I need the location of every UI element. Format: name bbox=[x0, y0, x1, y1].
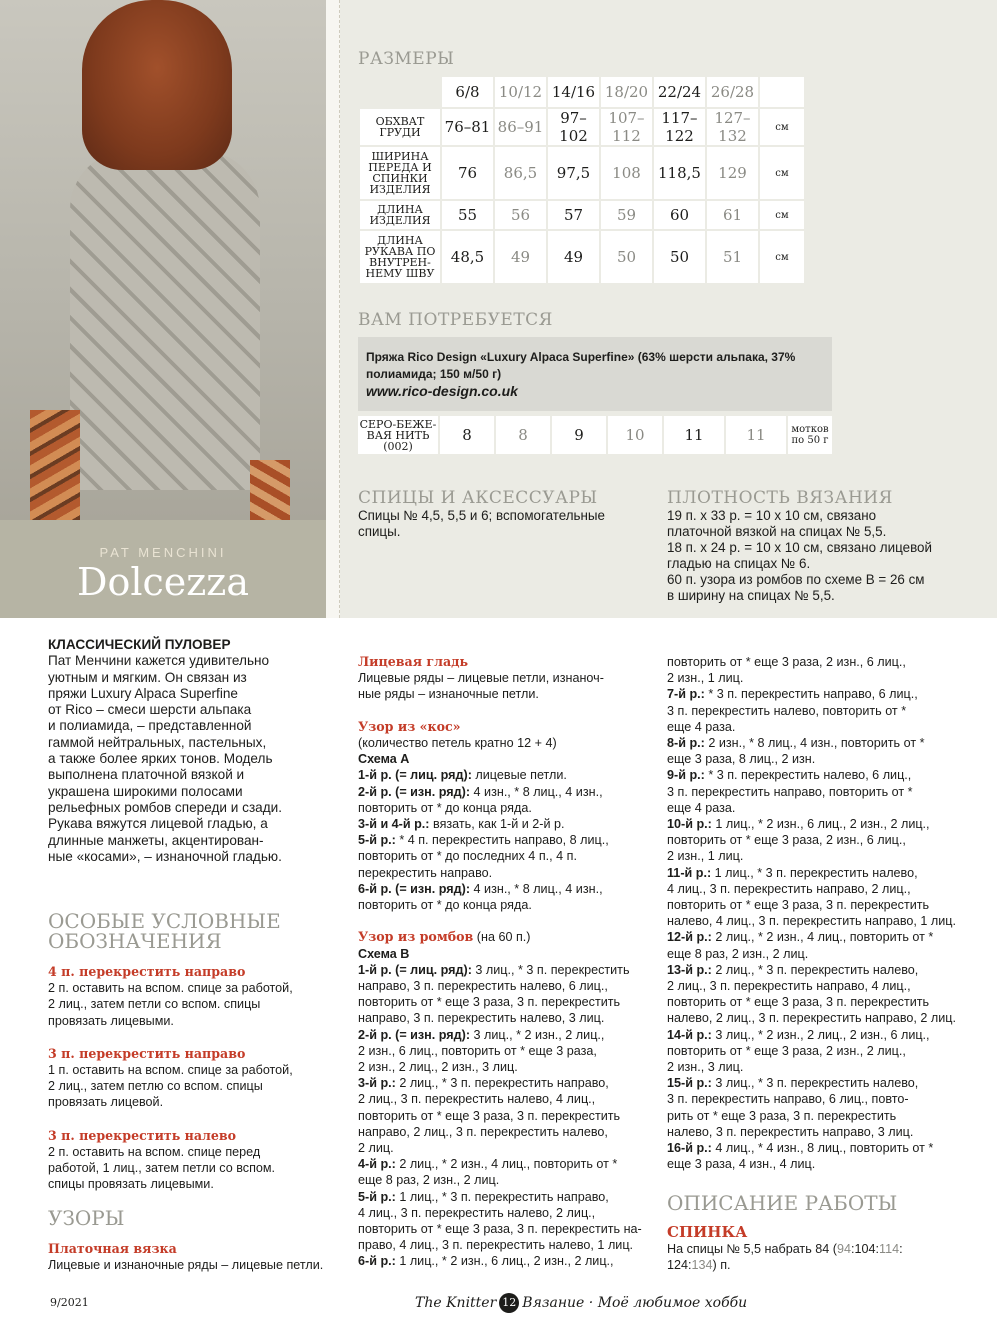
model-photo bbox=[0, 0, 326, 520]
instruction-line: 15-й р.: 3 лиц., * 3 п. перекрестить налево, bbox=[667, 1076, 919, 1091]
instruction-line: 1-й р. (= лиц. ряд): 3 лиц., * 3 п. перекрестить bbox=[358, 962, 630, 977]
instruction-line: направо, 2 лиц., 3 п. перекрестить налево, bbox=[358, 1124, 608, 1139]
symbol-title: 3 п. перекрестить направо bbox=[48, 1045, 246, 1061]
size-value: 129 bbox=[707, 147, 758, 199]
symbol-title: 4 п. перекрестить направо bbox=[48, 964, 246, 979]
instruction-line: 14-й р.: 3 лиц., * 2 изн., 2 лиц., 2 изн., 6 лиц., bbox=[667, 1027, 930, 1042]
pattern-title: Dolcezza bbox=[77, 560, 249, 604]
instruction-line: 3-й р.: 2 лиц., * 3 п. перекрестить направо, bbox=[358, 1076, 609, 1091]
size-value: 57 bbox=[548, 201, 599, 229]
intro-line: украшена широкими полосами bbox=[48, 783, 243, 799]
yarn-unit: мотков по 50 г bbox=[788, 416, 832, 454]
symbol-line: 1 п. оставить на вспом. спице за работой, bbox=[48, 1063, 293, 1078]
intro-text bbox=[48, 637, 328, 865]
symbol-title: 3 п. перекрестить налево bbox=[48, 1127, 237, 1143]
symbol-line: 2 лиц., затем петлю со вспом. спицы bbox=[48, 1079, 263, 1094]
intro-line: пряжи Luxury Alpaca Superfine bbox=[48, 685, 238, 701]
instruction-line: 5-й р.: * 4 п. перекрестить направо, 8 лиц., bbox=[358, 833, 609, 848]
instruction-line: повторить от * еще 3 раза, 2 изн., 6 лиц., bbox=[667, 655, 906, 669]
instruction-line: 2 лиц., 3 п. перекрестить налево, 4 лиц., bbox=[358, 1092, 596, 1107]
intro-line: а также более ярких тонов. Модель bbox=[48, 751, 273, 767]
size-value: 48,5 bbox=[442, 231, 493, 283]
instruction-line: 1-й р. (= лиц. ряд): лицевые петли. bbox=[358, 768, 567, 783]
intro-line: Рукава вяжутся лицевой гладью, а bbox=[48, 816, 268, 832]
instruction-line: 2-й р. (= изн. ряд): 4 изн., * 8 лиц., 4 изн., bbox=[358, 784, 603, 799]
instruction-line: 2 изн., 1 лиц. bbox=[667, 849, 744, 864]
instruction-line: направо, 3 п. перекрестить налево, 3 лиц. bbox=[358, 1011, 605, 1026]
size-value: 59 bbox=[601, 201, 652, 229]
yarn-color-label: СЕРО-БЕЖЕ-ВАЯ НИТЬ (002) bbox=[359, 417, 437, 453]
symbols-list bbox=[48, 964, 338, 1209]
instruction-line: повторить от * до конца ряда. bbox=[358, 898, 532, 913]
size-unit: см bbox=[760, 201, 804, 229]
size-header-unit bbox=[760, 77, 804, 107]
instruction-line: 2 изн., 1 лиц. bbox=[667, 671, 744, 686]
size-row-label: ОБХВАТ ГРУДИ bbox=[360, 109, 440, 145]
size-header: 14/16 bbox=[548, 77, 599, 107]
size-value: 55 bbox=[442, 201, 493, 229]
instruction-line: 11-й р.: 1 лиц., * 3 п. перекрестить налево, bbox=[667, 865, 918, 880]
size-value: 50 bbox=[654, 231, 705, 283]
instruction-line: Лицевая гладь bbox=[358, 654, 469, 669]
instruction-line: 13-й р.: 2 лиц., * 3 п. перекрестить налево, bbox=[667, 962, 919, 977]
instruction-line: еще 8 раз, 2 изн., 2 лиц. bbox=[358, 1173, 500, 1188]
symbol-item bbox=[48, 1046, 338, 1111]
size-value: 56 bbox=[495, 201, 546, 229]
instruction-line: повторить от * еще 3 раза, 2 изн., 2 лиц., bbox=[667, 1043, 906, 1058]
intro-heading: КЛАССИЧЕСКИЙ ПУЛОВЕР bbox=[48, 637, 231, 652]
instruction-line: 4-й р.: 2 лиц., * 2 изн., 4 лиц., повторить от * bbox=[358, 1157, 618, 1172]
instruction-line: еще 8 раз, 2 изн., 2 лиц. bbox=[667, 946, 809, 961]
gauge-line: 60 п. узора из ромбов по схеме В = 26 см bbox=[667, 572, 925, 587]
size-value: 97–102 bbox=[548, 109, 599, 145]
symbol-line: работой, 1 лиц., затем петли со вспом. bbox=[48, 1161, 276, 1176]
instruction-line: повторить от * еще 3 раза, 3 п. перекрестить bbox=[667, 898, 930, 913]
gauge-line: 19 п. х 33 р. = 10 х 10 см, связано bbox=[667, 508, 877, 523]
symbol-line: спицы провязать лицевыми. bbox=[48, 1177, 214, 1192]
instruction-line: 3-й и 4-й р.: вязать, как 1-й и 2-й р. bbox=[358, 817, 565, 832]
yarn-amount: 11 bbox=[726, 416, 786, 454]
size-value: 97,5 bbox=[548, 147, 599, 199]
symbol-line: 2 п. оставить на вспом. спице за работой, bbox=[48, 981, 293, 996]
size-value: 49 bbox=[548, 231, 599, 283]
instruction-line: рить от * еще 3 раза, 3 п. перекрестить bbox=[667, 1108, 897, 1123]
intro-line: от Rico – смеси шерсти альпака bbox=[48, 702, 252, 718]
size-unit: см bbox=[760, 147, 804, 199]
instruction-line: еще 4 раза. bbox=[667, 800, 736, 815]
size-header: 26/28 bbox=[707, 77, 758, 107]
intro-line: выполнена платочной вязкой и bbox=[48, 767, 245, 783]
symbol-item bbox=[48, 964, 338, 1029]
yarn-amount: 11 bbox=[664, 416, 724, 454]
size-header: 18/20 bbox=[601, 77, 652, 107]
issue-number: 9/2021 bbox=[50, 1296, 89, 1309]
instruction-line: Схема А bbox=[358, 752, 410, 767]
size-value: 117–122 bbox=[654, 109, 705, 145]
size-value: 50 bbox=[601, 231, 652, 283]
symbols-heading-2: ОБОЗНАЧЕНИЯ bbox=[48, 929, 222, 953]
size-unit: см bbox=[760, 109, 804, 145]
size-value: 127–132 bbox=[707, 109, 758, 145]
back-title: СПИНКА bbox=[667, 1223, 748, 1241]
symbol-line: провязать лицевыми. bbox=[48, 1013, 174, 1028]
instruction-line: 16-й р.: 4 лиц., * 4 изн., 8 лиц., повторить от * bbox=[667, 1141, 934, 1156]
instruction-line: 8-й р.: 2 изн., * 8 лиц., 4 изн., повторить от * bbox=[667, 736, 925, 751]
yarn-amount: 10 bbox=[608, 416, 662, 454]
instruction-line: 2-й р. (= изн. ряд): 3 лиц., * 2 изн., 2 лиц., bbox=[358, 1027, 605, 1042]
footer-magazine: The Knitter 12 Вязание · Моё любимое хобби bbox=[415, 1295, 748, 1311]
instruction-line: повторить от * еще 3 раза, 2 изн., 6 лиц., bbox=[667, 833, 906, 848]
yarn-box bbox=[358, 337, 832, 411]
size-value: 107–112 bbox=[601, 109, 652, 145]
page-spine bbox=[326, 0, 340, 618]
instruction-line: направо, 3 п. перекрестить налево, 6 лиц., bbox=[358, 979, 608, 994]
needles-text: Спицы № 4,5, 5,5 и 6; вспомогательные спицы. bbox=[358, 508, 605, 539]
instruction-line: повторить от * еще 3 раза, 3 п. перекрестить bbox=[358, 1108, 621, 1123]
gauge-text bbox=[667, 508, 987, 604]
instruction-line: 3 п. перекрестить направо, повторить от * bbox=[667, 784, 913, 799]
gauge-line: гладью на спицах № 6. bbox=[667, 556, 811, 571]
garter-title: Платочная вязка bbox=[48, 1241, 177, 1256]
size-value: 51 bbox=[707, 231, 758, 283]
work-heading: ОПИСАНИЕ РАБОТЫ bbox=[667, 1191, 898, 1215]
author-name: PAT MENCHINI bbox=[99, 545, 227, 560]
intro-line: длинные манжеты, акцентирован- bbox=[48, 832, 264, 848]
symbol-line: 2 п. оставить на вспом. спице перед bbox=[48, 1144, 261, 1159]
gauge-line: 18 п. х 24 р. = 10 х 10 см, связано лицевой bbox=[667, 540, 932, 555]
instruction-line: Лицевые ряды – лицевые петли, изнаноч- bbox=[358, 671, 604, 686]
yarn-amount: 9 bbox=[552, 416, 606, 454]
instruction-line: 2 изн., 3 лиц. bbox=[667, 1060, 744, 1075]
instruction-line: 2 лиц., 3 п. перекрестить направо, 4 лиц., bbox=[667, 979, 911, 994]
instruction-line: 9-й р.: * 3 п. перекрестить налево, 6 лиц., bbox=[667, 768, 912, 783]
gauge-line: платочной вязкой на спицах № 5,5. bbox=[667, 524, 887, 539]
size-unit: см bbox=[760, 231, 804, 283]
instruction-line: налево, 4 лиц., 3 п. перекрестить направо, 1 лиц. bbox=[667, 914, 956, 929]
size-row-label: ДЛИНА ИЗДЕЛИЯ bbox=[360, 201, 440, 229]
size-header: 10/12 bbox=[495, 77, 546, 107]
instruction-line: 12-й р.: 2 лиц., * 2 изн., 4 лиц., повторить от * bbox=[667, 930, 934, 945]
instruction-line: 4 лиц., 3 п. перекрестить налево, 2 лиц., bbox=[358, 1205, 596, 1220]
size-header: 22/24 bbox=[654, 77, 705, 107]
instruction-line: повторить от * еще 3 раза, 3 п. перекрестить на- bbox=[358, 1222, 642, 1237]
size-value: 118,5 bbox=[654, 147, 705, 199]
patterns-heading: УЗОРЫ bbox=[48, 1206, 125, 1230]
needles-heading: СПИЦЫ И АКСЕССУАРЫ bbox=[358, 488, 598, 508]
instruction-line: Узор из «кос» bbox=[358, 718, 461, 734]
page-number: 12 bbox=[499, 1293, 519, 1313]
yarn-url[interactable]: www.rico-design.co.uk bbox=[366, 383, 518, 399]
size-value: 86,5 bbox=[495, 147, 546, 199]
intro-line: Пат Менчини кажется удивительно bbox=[48, 653, 270, 669]
yarn-description: Пряжа Rico Design «Luxury Alpaca Superfine» (63% шерсти альпака, 37% полиамида; 150 м/50 г) bbox=[366, 350, 796, 381]
instruction-line: налево, 2 лиц., 3 п. перекрестить направо, 2 лиц. bbox=[667, 1011, 956, 1026]
instruction-line: 3 п. перекрестить налево, повторить от * bbox=[667, 703, 907, 718]
yarn-amount-table bbox=[356, 414, 834, 456]
materials-heading: ВАМ ПОТРЕБУЕТСЯ bbox=[358, 310, 553, 330]
instruction-line: 6-й р. (= изн. ряд): 4 изн., * 8 лиц., 4 изн., bbox=[358, 881, 603, 896]
intro-line: и полиамида, – представленной bbox=[48, 718, 252, 734]
instruction-line: Узор из ромбов (на 60 п.) bbox=[358, 929, 531, 945]
instruction-line: 7-й р.: * 3 п. перекрестить направо, 6 лиц., bbox=[667, 687, 918, 702]
instruction-line: перекрестить направо. bbox=[358, 865, 493, 880]
size-value: 76–81 bbox=[442, 109, 493, 145]
column-3-instructions bbox=[667, 654, 987, 1173]
size-row-label: ШИРИНА ПЕРЕДА И СПИНКИ ИЗДЕЛИЯ bbox=[360, 147, 440, 199]
instruction-line: 6-й р.: 1 лиц., * 2 изн., 6 лиц., 2 изн., 2 лиц., bbox=[358, 1254, 614, 1269]
size-value: 49 bbox=[495, 231, 546, 283]
instruction-line: 2 изн., 2 лиц., 2 изн., 3 лиц. bbox=[358, 1060, 518, 1075]
instruction-line: 2 изн., 6 лиц., повторить от * еще 3 раза, bbox=[358, 1043, 597, 1058]
instruction-line: (количество петель кратно 12 + 4) bbox=[358, 736, 557, 750]
size-value: 108 bbox=[601, 147, 652, 199]
size-row-label: ДЛИНА РУКАВА ПО ВНУТРЕН-НЕМУ ШВУ bbox=[360, 231, 440, 283]
symbol-line: 2 лиц., затем петли со вспом. спицы bbox=[48, 997, 261, 1012]
spacer bbox=[358, 913, 658, 929]
instruction-line: повторить от * еще 3 раза, 3 п. перекрестить bbox=[358, 995, 621, 1010]
garter-text: Лицевые и изнаночные ряды – лицевые петли. bbox=[48, 1258, 324, 1272]
gauge-line: в ширину на спицах № 5,5. bbox=[667, 588, 835, 603]
column-2-instructions bbox=[358, 654, 658, 1270]
instruction-line: 2 лиц. bbox=[358, 1141, 394, 1156]
instruction-line: право, 4 лиц., 3 п. перекрестить налево, 1 лиц. bbox=[358, 1238, 634, 1253]
size-value: 60 bbox=[654, 201, 705, 229]
size-header: 6/8 bbox=[442, 77, 493, 107]
intro-line: рельефных ромбов спереди и сзади. bbox=[48, 799, 283, 815]
instruction-line: 3 п. перекрестить направо, 6 лиц., повто- bbox=[667, 1092, 909, 1107]
instruction-line: 10-й р.: 1 лиц., * 2 изн., 6 лиц., 2 изн., 2 лиц., bbox=[667, 817, 930, 832]
instruction-line: налево, 3 п. перекрестить направо, 3 лиц. bbox=[667, 1124, 914, 1139]
instruction-line: 5-й р.: 1 лиц., * 3 п. перекрестить направо, bbox=[358, 1189, 609, 1204]
size-value: 61 bbox=[707, 201, 758, 229]
size-value: 76 bbox=[442, 147, 493, 199]
symbol-line: провязать лицевой. bbox=[48, 1095, 164, 1110]
yarn-amount: 8 bbox=[440, 416, 494, 454]
back-text: На спицы № 5,5 набрать 84 (94:104:114: 124:134) п. bbox=[667, 1242, 903, 1273]
gauge-heading: ПЛОТНОСТЬ ВЯЗАНИЯ bbox=[667, 488, 893, 508]
symbols-heading-1: ОСОБЫЕ УСЛОВНЫЕ bbox=[48, 909, 281, 933]
intro-line: уютным и мягким. Он связан из bbox=[48, 669, 247, 685]
sizes-heading: РАЗМЕРЫ bbox=[358, 49, 455, 69]
instruction-line: повторить от * до последних 4 п., 4 п. bbox=[358, 849, 577, 864]
instruction-line: ные ряды – изнаночные петли. bbox=[358, 687, 539, 702]
instruction-line: повторить от * до конца ряда. bbox=[358, 800, 532, 815]
symbol-item bbox=[48, 1128, 338, 1193]
instruction-line: еще 4 раза. bbox=[667, 719, 736, 734]
intro-line: ные «косами», – изнаночной гладью. bbox=[48, 848, 282, 864]
instruction-line: еще 3 раза, 8 лиц., 2 изн. bbox=[667, 752, 816, 767]
spacer bbox=[358, 703, 658, 719]
sizes-table bbox=[358, 75, 806, 285]
size-value: 86–91 bbox=[495, 109, 546, 145]
yarn-amount: 8 bbox=[496, 416, 550, 454]
instruction-line: еще 3 раза, 4 изн., 4 лиц. bbox=[667, 1157, 816, 1172]
size-header-blank bbox=[360, 77, 440, 107]
intro-line: гаммой нейтральных, пастельных, bbox=[48, 734, 267, 750]
instruction-line: повторить от * еще 3 раза, 3 п. перекрестить bbox=[667, 995, 930, 1010]
instruction-line: Схема В bbox=[358, 946, 410, 961]
instruction-line: 4 лиц., 3 п. перекрестить направо, 2 лиц., bbox=[667, 881, 911, 896]
